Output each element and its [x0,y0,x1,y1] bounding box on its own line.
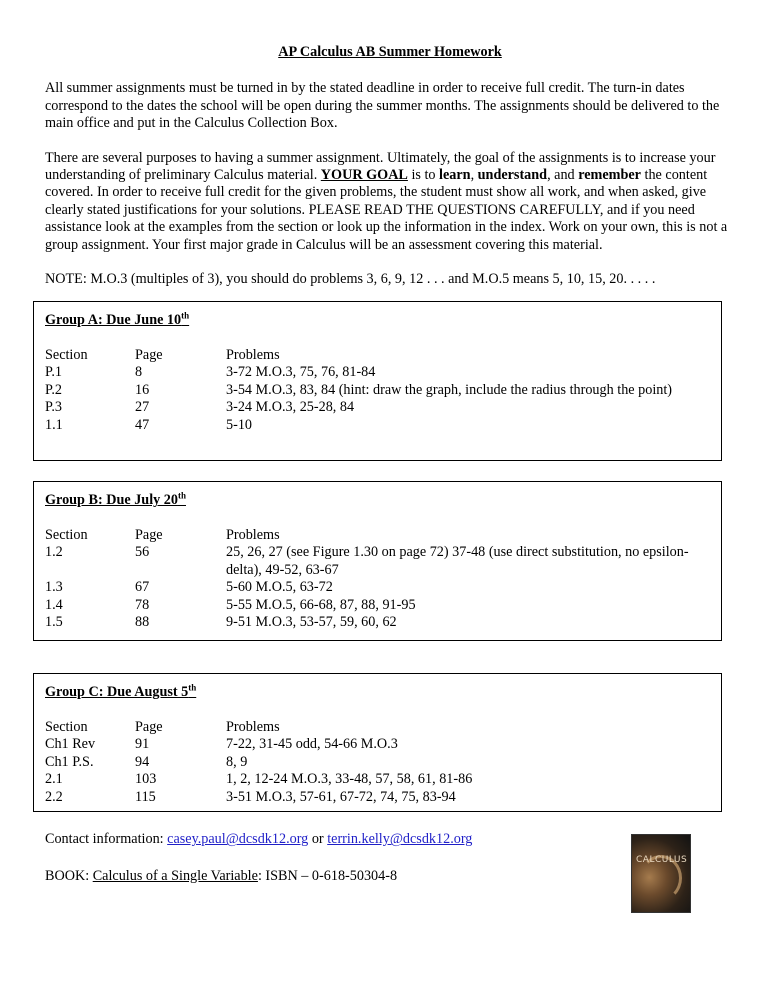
section-cell: 2.1 [45,771,63,788]
section-cell: 1.5 [45,613,63,630]
page-cell: 16 [135,381,150,398]
email-link-casey[interactable]: casey.paul@dcsdk12.org [167,831,309,848]
table-row [45,789,710,806]
group-c-label: Group C: Due August 5 [45,684,189,701]
section-header: Section [45,526,88,543]
table-row [45,614,710,631]
problems-cell: 3-54 M.O.3, 83, 84 (hint: draw the graph, include the radius through the point) [226,381,673,398]
page-header: Page [135,346,163,363]
learn-text: learn [439,167,471,184]
problems-cell: 8, 9 [226,753,248,770]
purpose-text-post: the content covered. In order to receive full credit for the given problems, the student must show all work, and when asked, give clearly stated justifications for your solutions. PLEASE READ THE QUESTIONS CAREFULLY, and if you need assistance look at the examples from the section or look up the information in the index. Work on your own, this is not a group assignment. Your first major grade in Calculus will be an assessment covering this material. [45,167,728,253]
problems-cell: 3-24 M.O.3, 25-28, 84 [226,399,355,416]
purpose-paragraph [45,150,735,254]
problems-cell: 9-51 M.O.3, 53-57, 59, 60, 62 [226,613,397,630]
intro-paragraph: All summer assignments must be turned in by the stated deadline in order to receive full credit. The turn-in dates correspond to the dates the school will be open during the summer months. The assignments should be delivered to the main office and put in the Calculus Collection Box. [45,80,720,132]
section-cell: 1.3 [45,579,63,596]
section-header: Section [45,346,88,363]
page-cell: 8 [135,364,143,381]
purpose-text-pre: There are several purposes to having a summer assignment. Ultimately, the goal of the assignments is to increase your understanding of preliminary Calculus material. [45,149,716,184]
section-cell: 1.2 [45,544,63,561]
book-isbn: : ISBN – 0-618-50304-8 [257,867,398,884]
section-cell: 1.4 [45,596,63,613]
section-cell: Ch1 Rev [45,736,96,753]
table-row [45,417,710,434]
page-cell: 27 [135,399,150,416]
section-cell: 1.1 [45,416,63,433]
remember-text: remember [578,167,641,184]
section-header: Section [45,718,88,735]
page-title: AP Calculus AB Summer Homework [278,44,502,60]
group-b-label: Group B: Due July 20 [45,492,178,509]
purpose-text-mid: is to [407,167,440,184]
understand-text: understand [477,167,548,184]
book-cover-image [631,834,691,913]
section-cell: P.3 [45,399,62,416]
table-header-row [45,347,710,364]
section-cell: P.1 [45,364,62,381]
table-row [45,736,710,753]
group-a-heading [45,312,710,329]
problems-cell: 25, 26, 27 (see Figure 1.30 on page 72) 37-48 (use direct substitution, no epsilon-delta), 49-52, 63-67 [226,544,689,578]
group-a-sup: th [181,310,190,321]
page-cell: 103 [135,771,157,788]
table-row [45,771,710,788]
problems-cell: 5-60 M.O.5, 63-72 [226,579,333,596]
your-goal-text: YOUR GOAL [320,167,408,184]
table-row [45,544,710,579]
cover-title: CALCULUS [636,855,688,865]
page-cell: 78 [135,596,150,613]
note-paragraph: NOTE: M.O.3 (multiples of 3), you should do problems 3, 6, 9, 12 . . . and M.O.5 means 5, 10, 15, 20. . . . . [45,271,656,288]
problems-header: Problems [226,346,280,363]
table-row [45,754,710,771]
group-b-box [33,481,722,641]
book-label: BOOK: [45,867,93,884]
book-title: Calculus of a Single Variable [92,867,258,884]
problems-cell: 3-51 M.O.3, 57-61, 67-72, 74, 75, 83-94 [226,788,456,805]
page-cell: 56 [135,544,150,561]
problems-cell: 5-55 M.O.5, 66-68, 87, 88, 91-95 [226,596,416,613]
group-c-box [33,673,722,812]
contact-label: Contact information: [45,831,168,848]
problems-header: Problems [226,526,280,543]
group-b-heading [45,492,710,509]
document-page [45,44,735,885]
page-header: Page [135,526,163,543]
problems-cell: 3-72 M.O.3, 75, 76, 81-84 [226,364,376,381]
comma-text: , [470,167,478,184]
table-row [45,382,710,399]
email-link-terrin[interactable]: terrin.kelly@dcsdk12.org [327,831,473,848]
page-header: Page [135,718,163,735]
table-header-row [45,527,710,544]
section-cell: P.2 [45,381,62,398]
and-text: , and [547,167,579,184]
section-cell: 2.2 [45,788,63,805]
page-cell: 91 [135,736,150,753]
group-c-heading [45,684,710,701]
table-row [45,399,710,416]
page-cell: 115 [135,788,156,805]
page-cell: 94 [135,753,150,770]
page-cell: 67 [135,579,150,596]
page-cell: 47 [135,416,150,433]
problems-cell: 1, 2, 12-24 M.O.3, 33-48, 57, 58, 61, 81-86 [226,771,473,788]
problems-cell: 5-10 [226,416,253,433]
section-cell: Ch1 P.S. [45,753,94,770]
problems-header: Problems [226,718,280,735]
contact-or: or [308,831,328,848]
table-row [45,364,710,381]
problems-cell: 7-22, 31-45 odd, 54-66 M.O.3 [226,736,398,753]
group-b-sup: th [177,490,186,501]
table-header-row [45,719,710,736]
table-row [45,579,710,596]
group-a-label: Group A: Due June 10 [45,312,182,329]
group-c-sup: th [188,682,197,693]
table-row [45,597,710,614]
group-a-box [33,301,722,461]
page-cell: 88 [135,613,150,630]
